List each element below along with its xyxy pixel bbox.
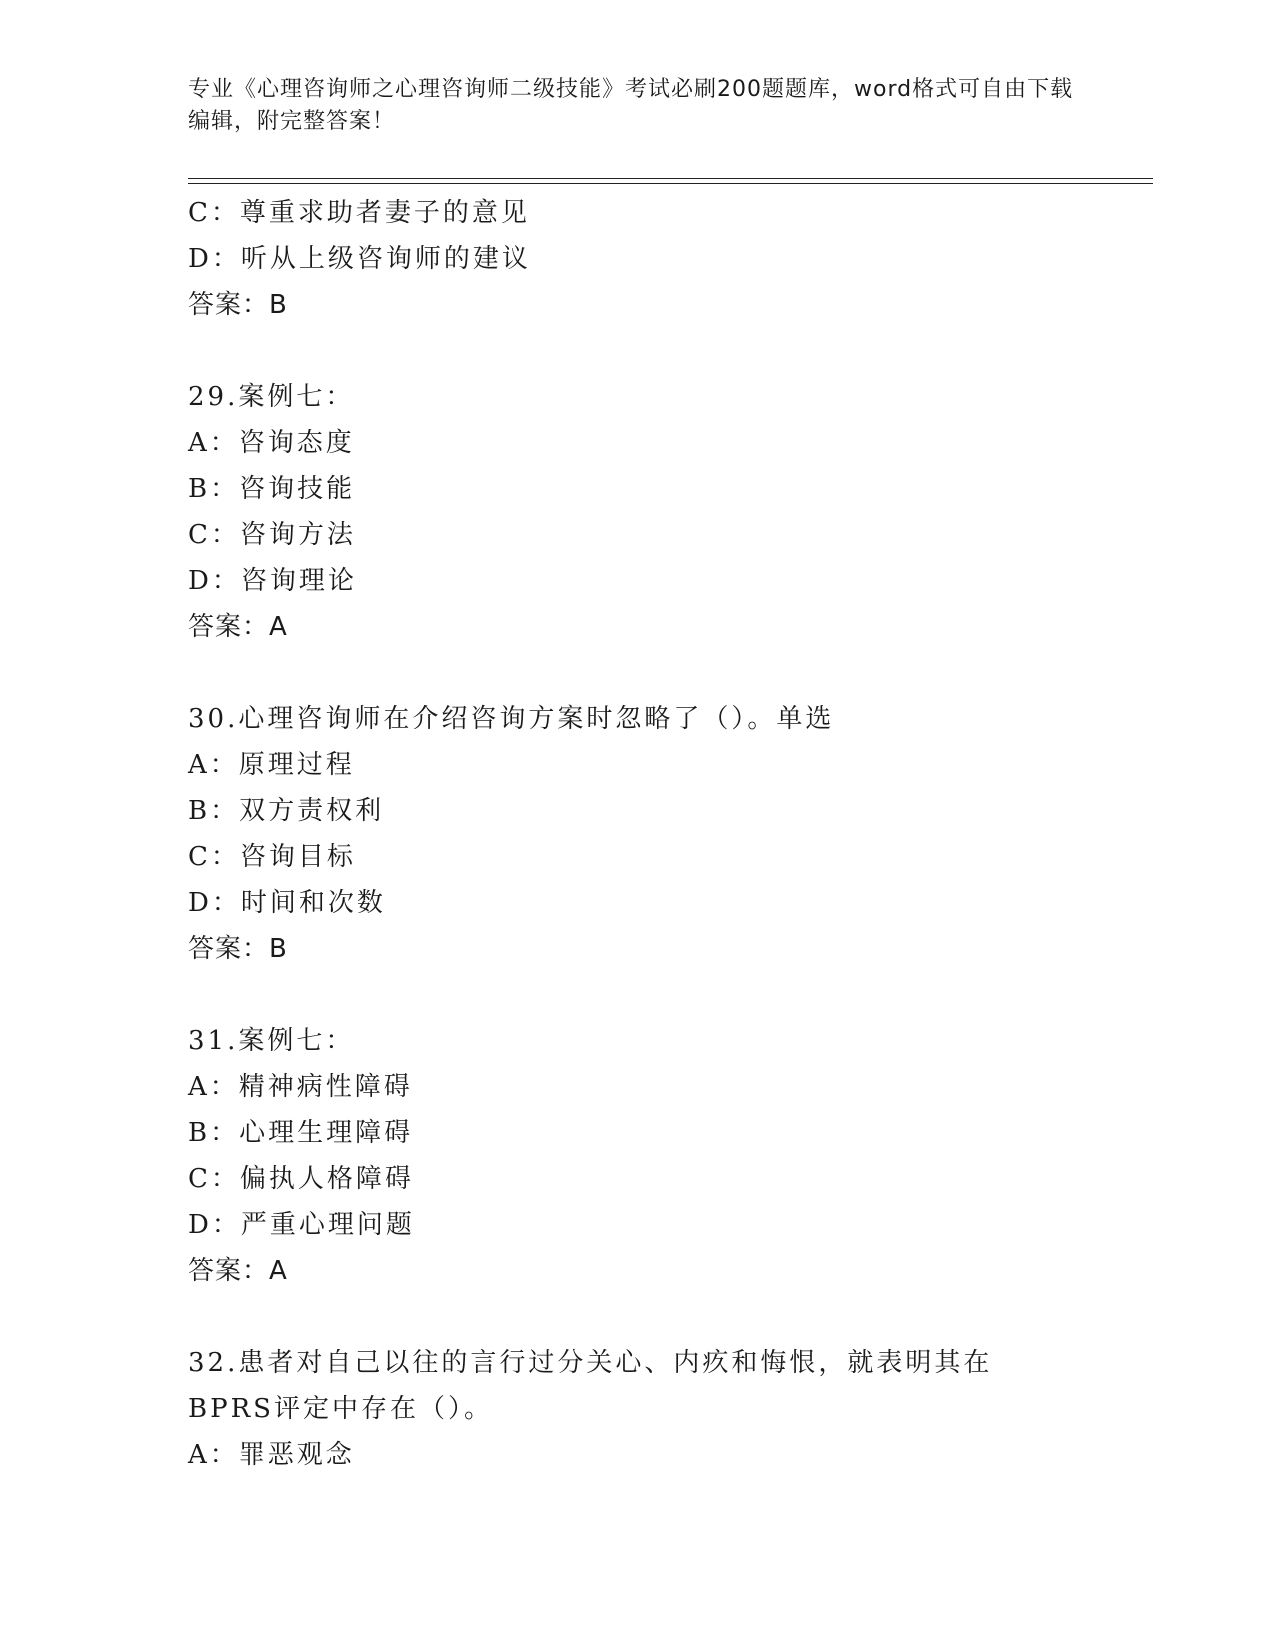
option-b: B：咨询技能 xyxy=(188,474,356,504)
question-block-28 xyxy=(188,190,1088,328)
option-d: D：听从上级咨询师的建议 xyxy=(188,244,531,274)
question-block-32 xyxy=(188,1340,1088,1478)
option-b: B：双方责权利 xyxy=(188,796,385,826)
option-d: D：严重心理问题 xyxy=(188,1210,415,1240)
option-c: C：偏执人格障碍 xyxy=(188,1164,414,1194)
question-block-29 xyxy=(188,374,1088,650)
question-text: 32.患者对自己以往的言行过分关心、内疚和悔恨，就表明其在BPRS评定中存在（）。 xyxy=(188,1348,993,1424)
answer-line: 答案：B xyxy=(188,934,288,964)
option-a: A：咨询态度 xyxy=(188,428,355,458)
option-a: A：原理过程 xyxy=(188,750,355,780)
option-c: C：咨询目标 xyxy=(188,842,356,872)
question-list xyxy=(188,190,1088,1478)
answer-line: 答案：B xyxy=(188,290,288,320)
question-text: 29.案例七： xyxy=(188,382,355,412)
header-divider-top xyxy=(188,178,1153,179)
option-d: D：咨询理论 xyxy=(188,566,357,596)
question-text: 30.心理咨询师在介绍咨询方案时忽略了（）。单选 xyxy=(188,704,835,734)
document-header: 专业《心理咨询师之心理咨询师二级技能》考试必刷200题题库，word格式可自由下载编辑，附完整答案！ xyxy=(188,77,1074,134)
answer-line: 答案：A xyxy=(188,1256,288,1286)
question-block-31 xyxy=(188,1018,1088,1294)
option-c: C：咨询方法 xyxy=(188,520,356,550)
question-text: 31.案例七： xyxy=(188,1026,355,1056)
option-a: A：罪恶观念 xyxy=(188,1440,355,1470)
option-a: A：精神病性障碍 xyxy=(188,1072,413,1102)
option-d: D：时间和次数 xyxy=(188,888,386,918)
option-c: C：尊重求助者妻子的意见 xyxy=(188,198,530,228)
question-block-30 xyxy=(188,696,1088,972)
header-divider-bottom xyxy=(188,183,1153,184)
answer-line: 答案：A xyxy=(188,612,288,642)
option-b: B：心理生理障碍 xyxy=(188,1118,414,1148)
